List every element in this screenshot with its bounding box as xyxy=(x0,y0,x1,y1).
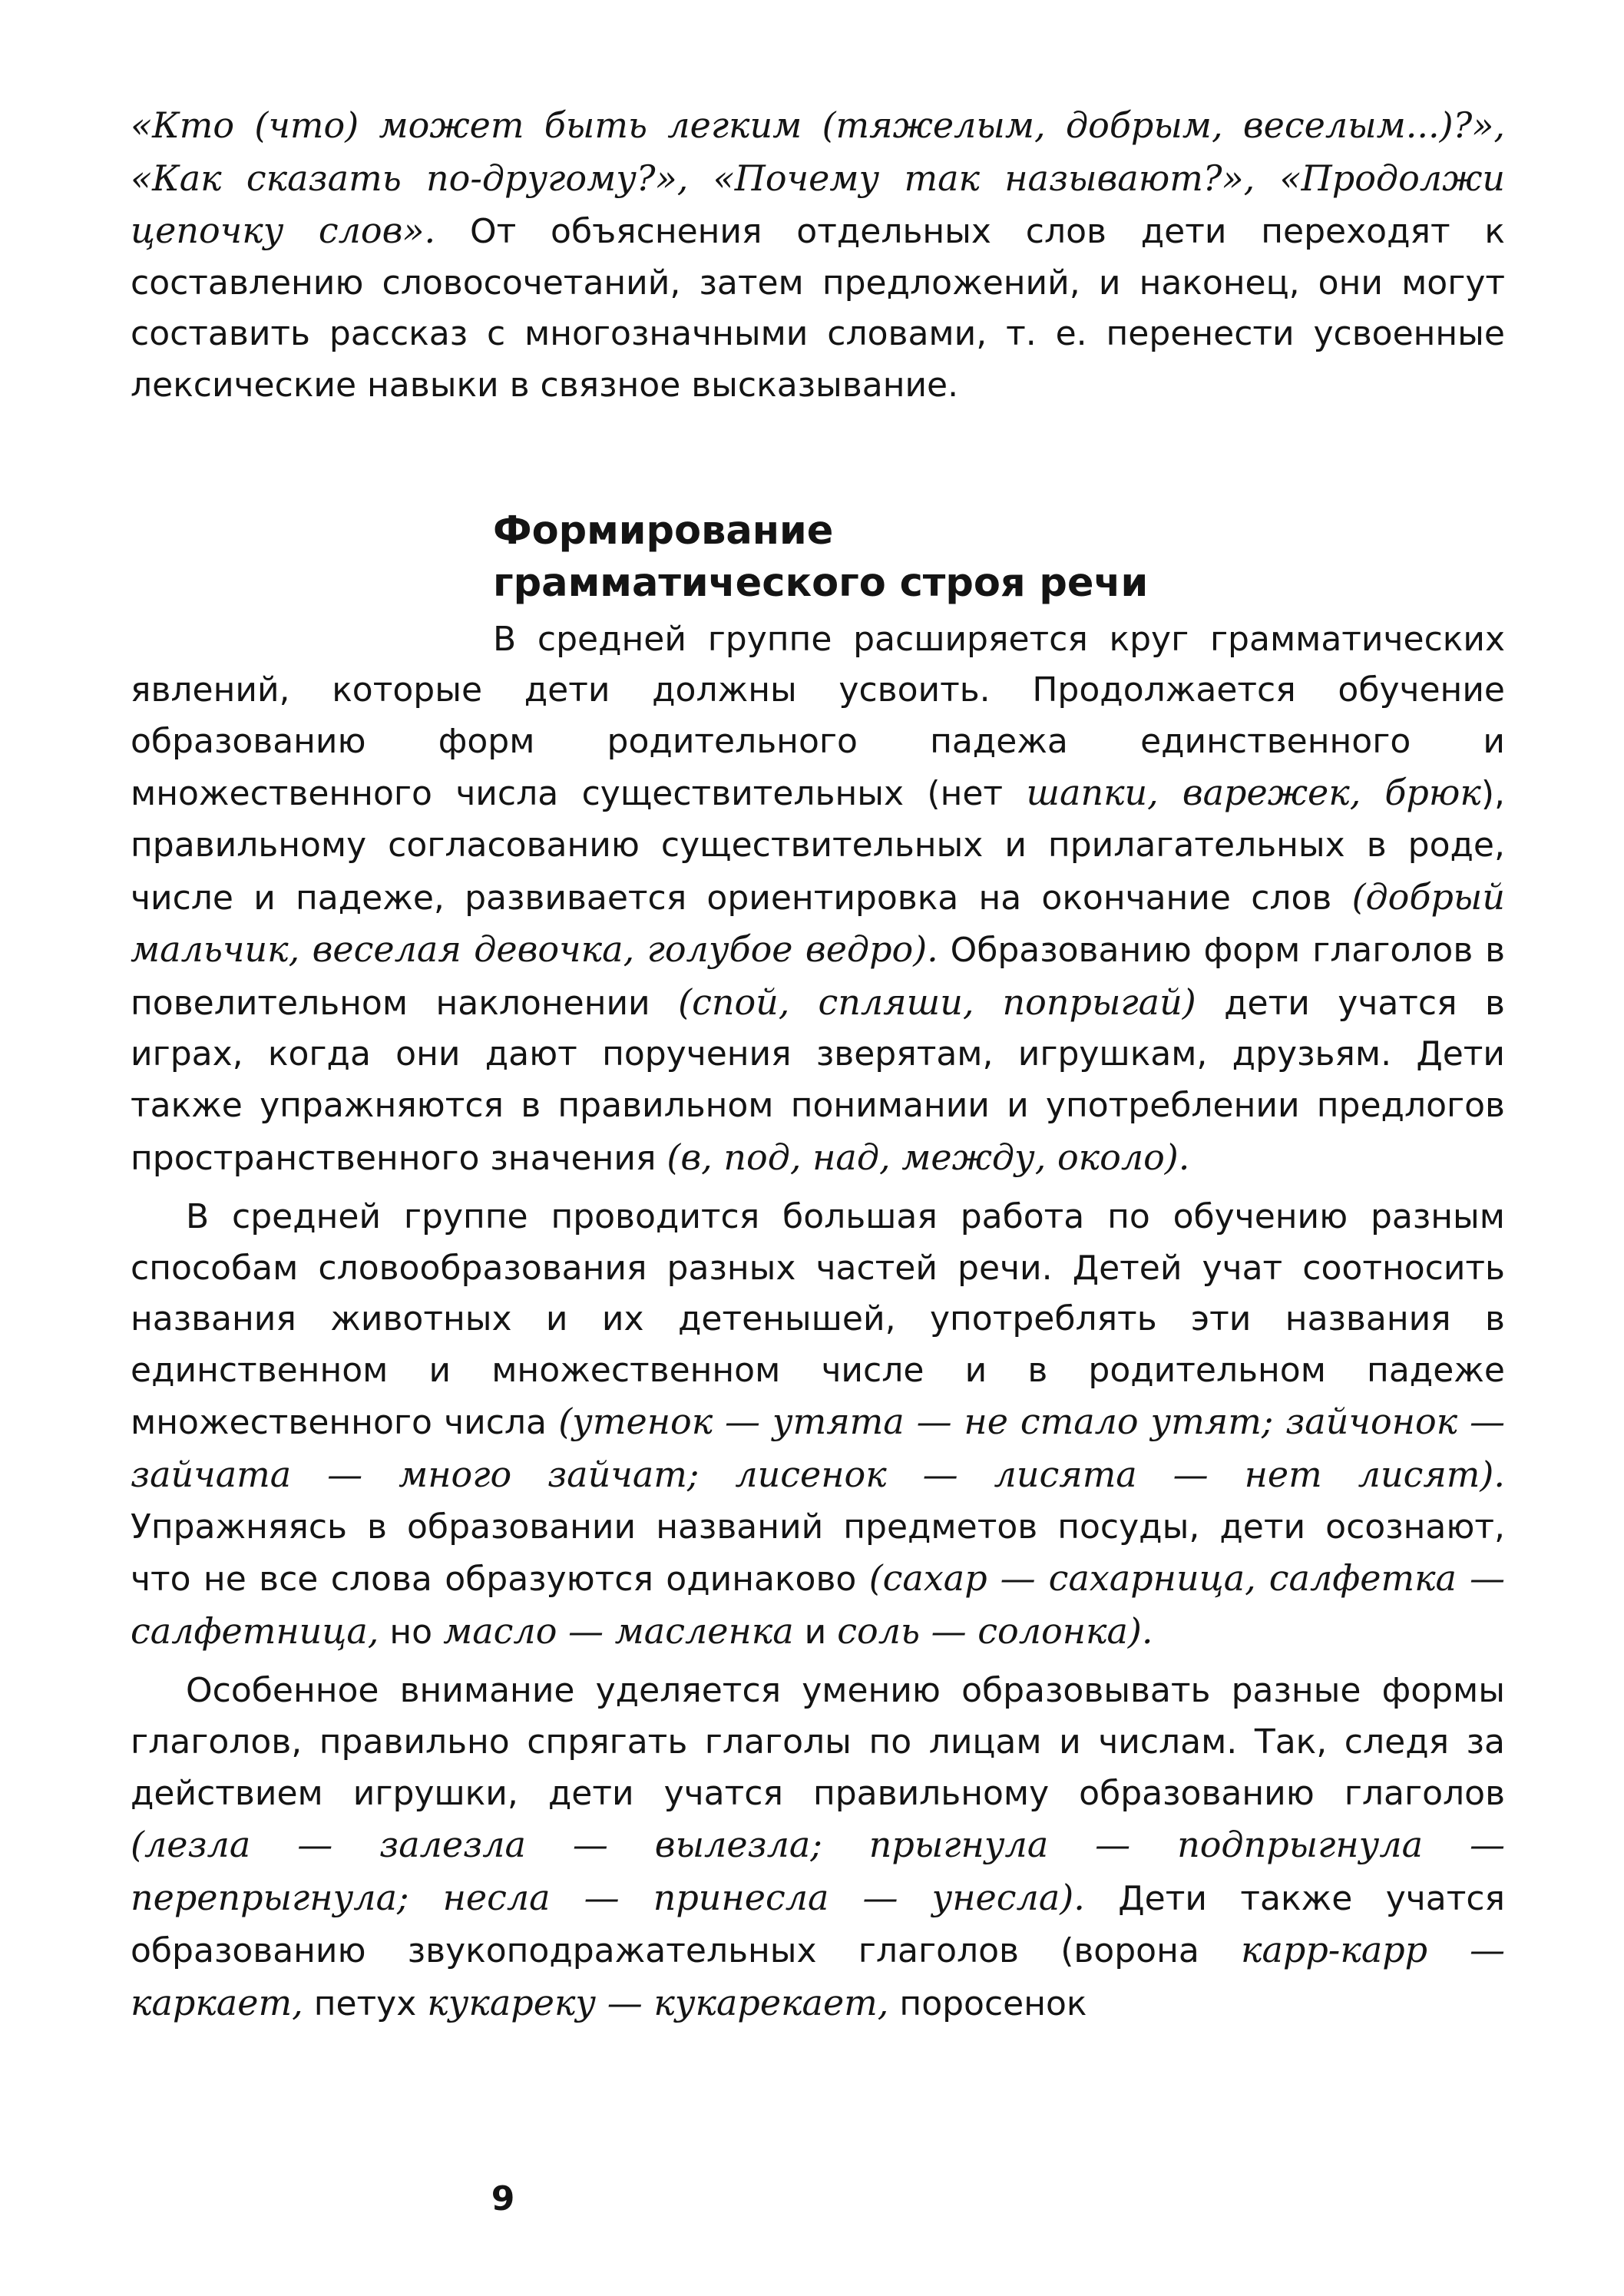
paragraph-text: петух xyxy=(303,1984,428,2023)
book-page xyxy=(131,100,1505,2030)
paragraph-text: Упражняясь в образовании названий предметов посуды, дети осознают, что не все слова образуются одинаково xyxy=(131,1507,1505,1600)
italic-example: соль — солонка). xyxy=(837,1610,1153,1652)
section-heading xyxy=(493,505,1505,610)
heading-line-2: грамматического строя речи xyxy=(493,560,1149,606)
paragraph-word-formation xyxy=(131,1192,1505,1658)
heading-line-1: Формирование xyxy=(493,508,834,554)
paragraph-text: дети учатся в играх, когда они дают поручения зверятам, игрушкам, друзьям. Дети также упражняются в правильном понимании и употреблении предлогов пространственного значения xyxy=(131,983,1505,1178)
italic-example: (утенок — утята — не стало утят; зайчонок — зайчата — много зайчат; лисенок — лисята — нет лисят). xyxy=(131,1401,1505,1496)
italic-example: (в, под, над, между, около). xyxy=(666,1136,1190,1178)
italic-example: шапки, варежек, брюк xyxy=(1026,772,1481,814)
paragraph-text: Особенное внимание уделяется умению образовывать разные формы глаголов, правильно спрягать глаголы по лицам и числам. Так, следя за действием игрушки, дети учатся правильному образованию глаголов xyxy=(131,1671,1505,1813)
italic-example: (добрый мальчик, веселая девочка, голубое ведро). xyxy=(131,875,1505,971)
page-number: 9 xyxy=(491,2179,515,2218)
paragraph-text: ), правильному согласованию существительных и прилагательных в роде, числе и падеже, развивается ориентировка на окончание слов xyxy=(131,774,1505,918)
paragraph-text: Дети также учатся образованию звукоподражательных глаголов (ворона xyxy=(131,1878,1505,1971)
italic-example: кукареку — кукарекает, xyxy=(427,1982,889,2023)
paragraph-text: но xyxy=(379,1612,444,1652)
italic-example: (лезла — залезла — вылезла; прыгнула — подпрыгнула — перепрыгнула; несла — принесла — унесла). xyxy=(131,1824,1505,1918)
paragraph-text: и xyxy=(793,1612,838,1652)
intro-paragraph xyxy=(131,100,1505,412)
paragraph-grammar-intro xyxy=(131,614,1505,1185)
italic-example: масло — масленка xyxy=(443,1610,794,1652)
paragraph-verb-forms xyxy=(131,1666,1505,2030)
paragraph-text: От объяснения отдельных слов дети переходят к составлению словосочетаний, затем предложений, и наконец, они могут составить рассказ с многозначными словами, т. е. перенести усвоенные лексические навыки в связное высказывание. xyxy=(131,212,1505,405)
italic-examples: «Кто (что) может быть легким (тяжелым, добрым, веселым...)?», «Как сказать по-другому?», «Почему так называют?», «Продолжи цепочку слов». xyxy=(131,104,1505,252)
italic-example: (спой, спляши, попрыгай) xyxy=(678,981,1196,1023)
italic-example: (сахар — сахарница, салфетка — салфетница, xyxy=(131,1557,1505,1652)
paragraph-text: поросенок xyxy=(888,1984,1087,2023)
paragraph-text: В средней группе проводится большая работа по обучению разным способам словообразования разных частей речи. Детей учат соотносить названия животных и их детенышей, употреблять эти названия в единственном и множественном числе и в родительном падеже множественного числа xyxy=(131,1197,1505,1443)
italic-example: карр-карр — каркает, xyxy=(131,1929,1505,2023)
paragraph-text: В средней группе расширяется круг грамматических явлений, которые дети должны усвоить. Продолжается обучение образованию форм родительного падежа единственного и множественного числа существительных (нет xyxy=(131,619,1505,814)
paragraph-text: Образованию форм глаголов в повелительном наклонении xyxy=(131,931,1505,1023)
